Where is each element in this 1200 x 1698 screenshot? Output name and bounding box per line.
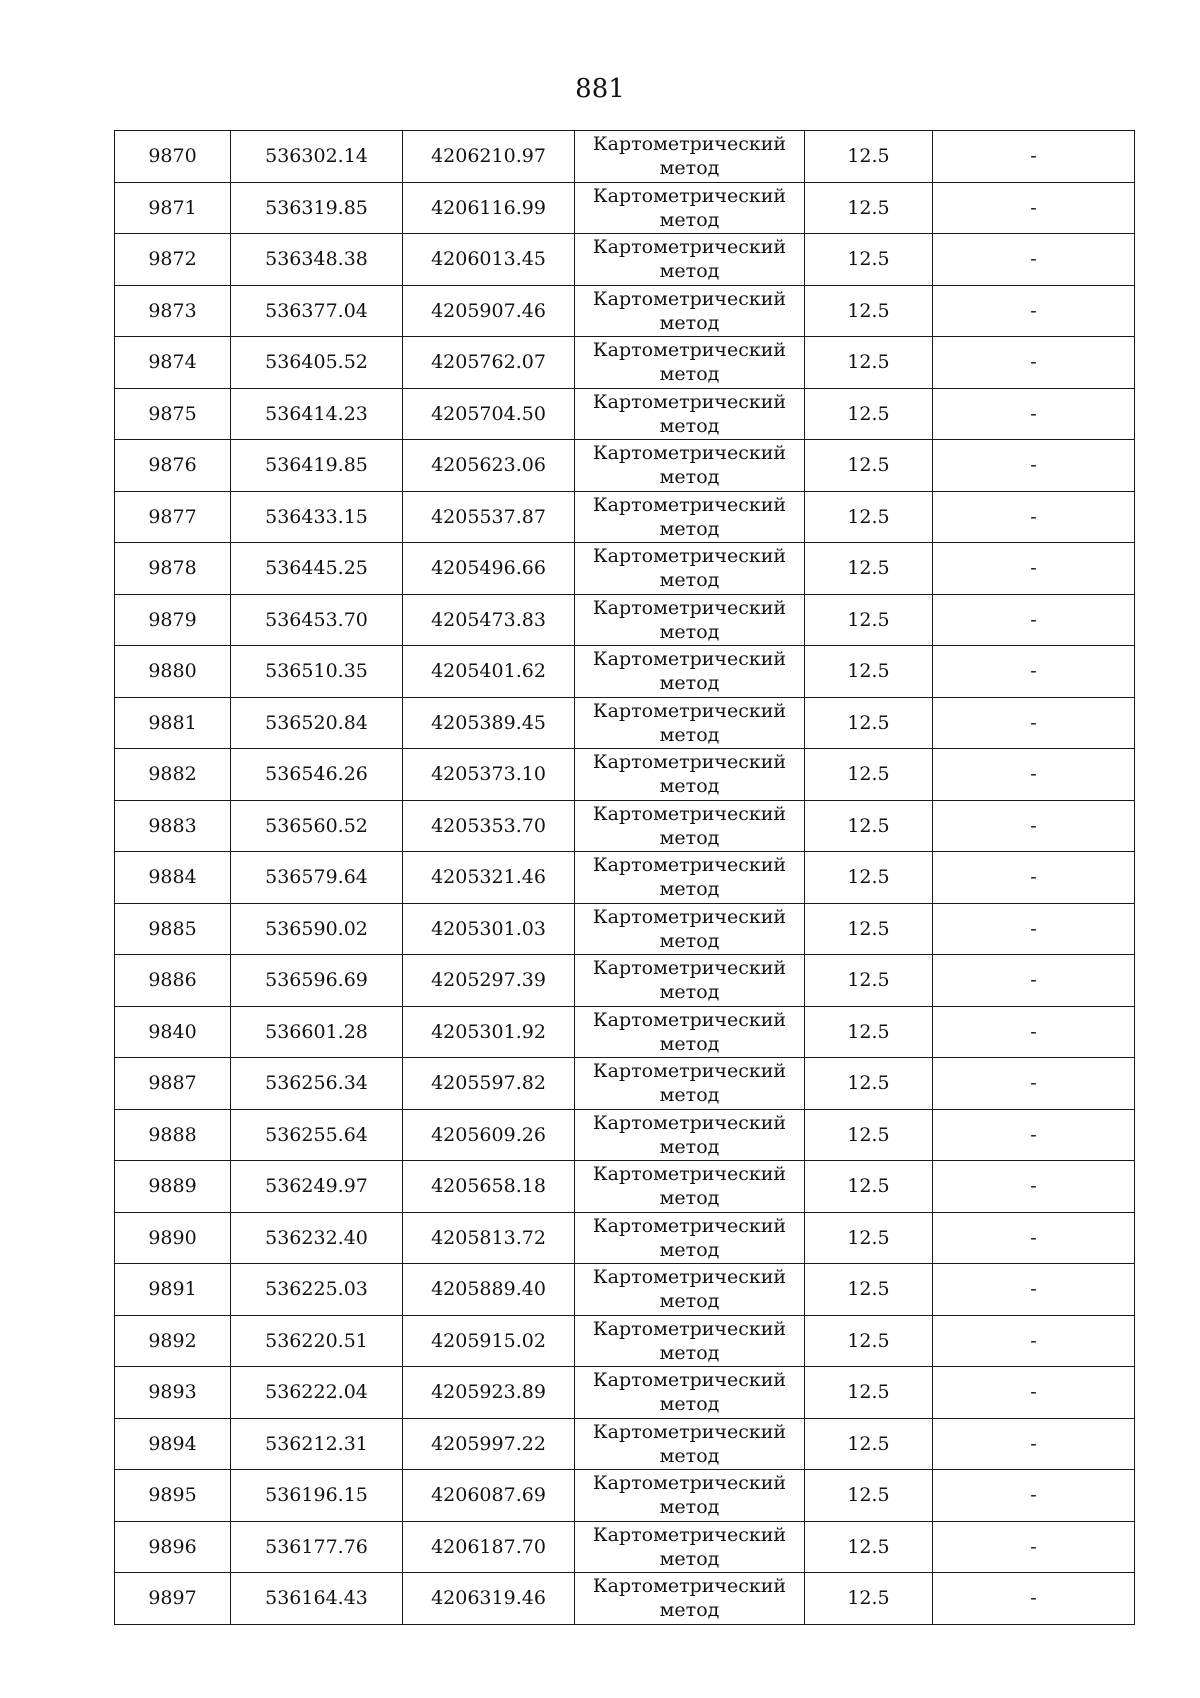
table-row [115,1161,1135,1213]
x-coordinate-cell: 536196.15 [231,1470,403,1522]
x-coordinate-cell: 536419.85 [231,440,403,492]
method-cell: Картометрический метод [575,543,805,595]
x-coordinate-cell: 536405.52 [231,337,403,389]
x-coordinate-cell: 536601.28 [231,1006,403,1058]
point-number-cell: 9871 [115,182,231,234]
y-coordinate-cell: 4205609.26 [403,1109,575,1161]
x-coordinate-cell: 536546.26 [231,749,403,801]
page-number: 881 [575,74,625,104]
note-cell: - [933,182,1135,234]
point-number-cell: 9878 [115,543,231,595]
x-coordinate-cell: 536255.64 [231,1109,403,1161]
method-cell: Картометрический метод [575,903,805,955]
y-coordinate-cell: 4205389.45 [403,697,575,749]
table-row [115,1058,1135,1110]
table-row [115,1521,1135,1573]
table-row [115,1367,1135,1419]
table-row [115,1573,1135,1625]
note-cell: - [933,1058,1135,1110]
method-cell: Картометрический метод [575,1315,805,1367]
method-cell: Картометрический метод [575,388,805,440]
y-coordinate-cell: 4205813.72 [403,1212,575,1264]
point-number-cell: 9896 [115,1521,231,1573]
x-coordinate-cell: 536414.23 [231,388,403,440]
table-row [115,749,1135,801]
note-cell: - [933,955,1135,1007]
point-number-cell: 9870 [115,131,231,183]
method-cell: Картометрический метод [575,1161,805,1213]
table-row [115,1315,1135,1367]
method-cell: Картометрический метод [575,749,805,801]
y-coordinate-cell: 4205353.70 [403,800,575,852]
accuracy-cell: 12.5 [805,646,933,698]
method-cell: Картометрический метод [575,131,805,183]
table-row [115,955,1135,1007]
y-coordinate-cell: 4205301.03 [403,903,575,955]
table-row [115,1212,1135,1264]
table-row [115,1109,1135,1161]
point-number-cell: 9880 [115,646,231,698]
accuracy-cell: 12.5 [805,1109,933,1161]
point-number-cell: 9886 [115,955,231,1007]
y-coordinate-cell: 4205401.62 [403,646,575,698]
x-coordinate-cell: 536445.25 [231,543,403,595]
accuracy-cell: 12.5 [805,749,933,801]
note-cell: - [933,543,1135,595]
method-cell: Картометрический метод [575,1006,805,1058]
accuracy-cell: 12.5 [805,594,933,646]
note-cell: - [933,1006,1135,1058]
y-coordinate-cell: 4206187.70 [403,1521,575,1573]
note-cell: - [933,697,1135,749]
y-coordinate-cell: 4206116.99 [403,182,575,234]
method-cell: Картометрический метод [575,234,805,286]
x-coordinate-cell: 536212.31 [231,1418,403,1470]
y-coordinate-cell: 4205496.66 [403,543,575,595]
y-coordinate-cell: 4205658.18 [403,1161,575,1213]
accuracy-cell: 12.5 [805,697,933,749]
note-cell: - [933,852,1135,904]
point-number-cell: 9894 [115,1418,231,1470]
point-number-cell: 9879 [115,594,231,646]
note-cell: - [933,285,1135,337]
y-coordinate-cell: 4206087.69 [403,1470,575,1522]
point-number-cell: 9887 [115,1058,231,1110]
point-number-cell: 9884 [115,852,231,904]
note-cell: - [933,749,1135,801]
point-number-cell: 9891 [115,1264,231,1316]
note-cell: - [933,491,1135,543]
method-cell: Картометрический метод [575,1470,805,1522]
point-number-cell: 9897 [115,1573,231,1625]
note-cell: - [933,1161,1135,1213]
point-number-cell: 9888 [115,1109,231,1161]
y-coordinate-cell: 4205907.46 [403,285,575,337]
y-coordinate-cell: 4205373.10 [403,749,575,801]
y-coordinate-cell: 4205473.83 [403,594,575,646]
accuracy-cell: 12.5 [805,1058,933,1110]
point-number-cell: 9876 [115,440,231,492]
x-coordinate-cell: 536433.15 [231,491,403,543]
accuracy-cell: 12.5 [805,440,933,492]
method-cell: Картометрический метод [575,852,805,904]
method-cell: Картометрический метод [575,1418,805,1470]
point-number-cell: 9874 [115,337,231,389]
table-row [115,234,1135,286]
x-coordinate-cell: 536164.43 [231,1573,403,1625]
x-coordinate-cell: 536220.51 [231,1315,403,1367]
table-row [115,800,1135,852]
accuracy-cell: 12.5 [805,337,933,389]
accuracy-cell: 12.5 [805,234,933,286]
table-row [115,1264,1135,1316]
y-coordinate-cell: 4205915.02 [403,1315,575,1367]
method-cell: Картометрический метод [575,1367,805,1419]
note-cell: - [933,388,1135,440]
table-row [115,182,1135,234]
method-cell: Картометрический метод [575,1521,805,1573]
x-coordinate-cell: 536453.70 [231,594,403,646]
table-row [115,285,1135,337]
method-cell: Картометрический метод [575,697,805,749]
method-cell: Картометрический метод [575,440,805,492]
x-coordinate-cell: 536232.40 [231,1212,403,1264]
point-number-cell: 9873 [115,285,231,337]
accuracy-cell: 12.5 [805,852,933,904]
point-number-cell: 9893 [115,1367,231,1419]
note-cell: - [933,1470,1135,1522]
x-coordinate-cell: 536222.04 [231,1367,403,1419]
accuracy-cell: 12.5 [805,800,933,852]
accuracy-cell: 12.5 [805,543,933,595]
table-row [115,440,1135,492]
note-cell: - [933,594,1135,646]
accuracy-cell: 12.5 [805,182,933,234]
point-number-cell: 9877 [115,491,231,543]
point-number-cell: 9882 [115,749,231,801]
table-row [115,852,1135,904]
method-cell: Картометрический метод [575,955,805,1007]
note-cell: - [933,337,1135,389]
note-cell: - [933,1212,1135,1264]
note-cell: - [933,800,1135,852]
note-cell: - [933,1367,1135,1419]
x-coordinate-cell: 536590.02 [231,903,403,955]
table-row [115,543,1135,595]
method-cell: Картометрический метод [575,1109,805,1161]
table-row [115,1006,1135,1058]
point-number-cell: 9875 [115,388,231,440]
accuracy-cell: 12.5 [805,1521,933,1573]
method-cell: Картометрический метод [575,1058,805,1110]
table-row [115,903,1135,955]
note-cell: - [933,1573,1135,1625]
point-number-cell: 9885 [115,903,231,955]
accuracy-cell: 12.5 [805,131,933,183]
x-coordinate-cell: 536177.76 [231,1521,403,1573]
x-coordinate-cell: 536348.38 [231,234,403,286]
table-row [115,1418,1135,1470]
method-cell: Картометрический метод [575,337,805,389]
point-number-cell: 9892 [115,1315,231,1367]
y-coordinate-cell: 4206319.46 [403,1573,575,1625]
y-coordinate-cell: 4205704.50 [403,388,575,440]
point-number-cell: 9883 [115,800,231,852]
x-coordinate-cell: 536520.84 [231,697,403,749]
y-coordinate-cell: 4205762.07 [403,337,575,389]
x-coordinate-cell: 536302.14 [231,131,403,183]
y-coordinate-cell: 4206210.97 [403,131,575,183]
note-cell: - [933,1264,1135,1316]
point-number-cell: 9895 [115,1470,231,1522]
table-row [115,388,1135,440]
y-coordinate-cell: 4205997.22 [403,1418,575,1470]
table-row [115,697,1135,749]
point-number-cell: 9872 [115,234,231,286]
table-row [115,646,1135,698]
y-coordinate-cell: 4205597.82 [403,1058,575,1110]
table-row [115,594,1135,646]
method-cell: Картометрический метод [575,491,805,543]
accuracy-cell: 12.5 [805,955,933,1007]
accuracy-cell: 12.5 [805,1470,933,1522]
accuracy-cell: 12.5 [805,1573,933,1625]
method-cell: Картометрический метод [575,182,805,234]
accuracy-cell: 12.5 [805,1006,933,1058]
x-coordinate-cell: 536377.04 [231,285,403,337]
note-cell: - [933,1521,1135,1573]
y-coordinate-cell: 4205537.87 [403,491,575,543]
note-cell: - [933,440,1135,492]
accuracy-cell: 12.5 [805,285,933,337]
x-coordinate-cell: 536249.97 [231,1161,403,1213]
note-cell: - [933,1109,1135,1161]
note-cell: - [933,903,1135,955]
accuracy-cell: 12.5 [805,388,933,440]
point-number-cell: 9840 [115,1006,231,1058]
y-coordinate-cell: 4205297.39 [403,955,575,1007]
note-cell: - [933,646,1135,698]
y-coordinate-cell: 4205623.06 [403,440,575,492]
x-coordinate-cell: 536579.64 [231,852,403,904]
method-cell: Картометрический метод [575,594,805,646]
method-cell: Картометрический метод [575,1573,805,1625]
y-coordinate-cell: 4205923.89 [403,1367,575,1419]
method-cell: Картометрический метод [575,800,805,852]
x-coordinate-cell: 536510.35 [231,646,403,698]
accuracy-cell: 12.5 [805,1212,933,1264]
note-cell: - [933,131,1135,183]
x-coordinate-cell: 536560.52 [231,800,403,852]
method-cell: Картометрический метод [575,285,805,337]
accuracy-cell: 12.5 [805,1418,933,1470]
table-row [115,1470,1135,1522]
accuracy-cell: 12.5 [805,903,933,955]
point-number-cell: 9889 [115,1161,231,1213]
y-coordinate-cell: 4205321.46 [403,852,575,904]
table-row [115,131,1135,183]
method-cell: Картометрический метод [575,1212,805,1264]
x-coordinate-cell: 536256.34 [231,1058,403,1110]
table-row [115,337,1135,389]
point-number-cell: 9881 [115,697,231,749]
x-coordinate-cell: 536225.03 [231,1264,403,1316]
y-coordinate-cell: 4205301.92 [403,1006,575,1058]
accuracy-cell: 12.5 [805,1367,933,1419]
point-number-cell: 9890 [115,1212,231,1264]
y-coordinate-cell: 4205889.40 [403,1264,575,1316]
x-coordinate-cell: 536319.85 [231,182,403,234]
coordinates-table-body [115,131,1135,1625]
accuracy-cell: 12.5 [805,1161,933,1213]
note-cell: - [933,234,1135,286]
note-cell: - [933,1418,1135,1470]
accuracy-cell: 12.5 [805,1315,933,1367]
method-cell: Картометрический метод [575,1264,805,1316]
y-coordinate-cell: 4206013.45 [403,234,575,286]
x-coordinate-cell: 536596.69 [231,955,403,1007]
coordinates-table [114,130,1135,1625]
accuracy-cell: 12.5 [805,1264,933,1316]
note-cell: - [933,1315,1135,1367]
table-row [115,491,1135,543]
method-cell: Картометрический метод [575,646,805,698]
accuracy-cell: 12.5 [805,491,933,543]
